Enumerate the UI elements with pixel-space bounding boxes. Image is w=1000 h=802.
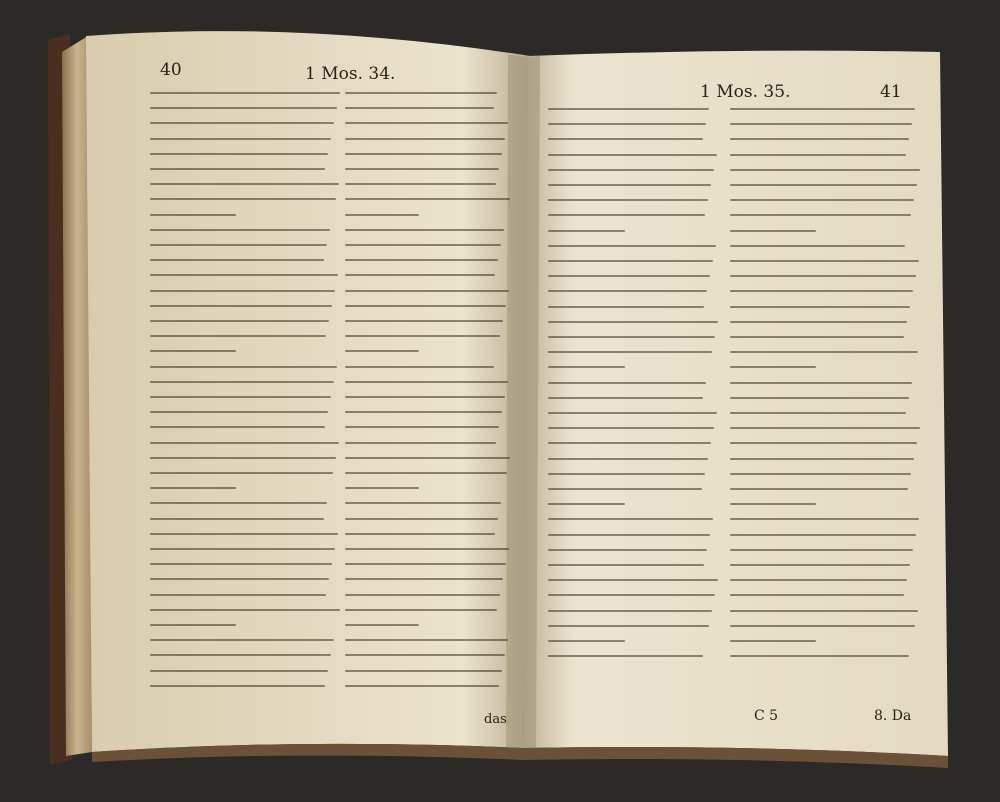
text-line — [730, 610, 918, 612]
text-line — [345, 563, 506, 565]
text-line — [548, 336, 715, 338]
text-line — [730, 260, 919, 262]
text-line — [730, 625, 915, 627]
text-line — [150, 229, 330, 231]
text-line — [548, 427, 714, 429]
text-line — [730, 336, 904, 338]
text-line — [548, 655, 703, 657]
left-running-head: 1 Mos. 34. — [305, 64, 396, 84]
text-line — [150, 168, 325, 170]
text-line — [150, 183, 339, 185]
text-line — [548, 169, 714, 171]
text-line — [345, 533, 495, 535]
text-line — [345, 624, 419, 626]
text-line — [345, 305, 506, 307]
text-line — [345, 670, 502, 672]
text-line — [345, 107, 494, 109]
text-line — [150, 290, 335, 292]
text-line — [150, 563, 332, 565]
text-line — [730, 488, 908, 490]
text-line — [150, 609, 340, 611]
text-line — [730, 549, 913, 551]
text-line — [345, 487, 419, 489]
text-line — [548, 275, 710, 277]
text-line — [150, 624, 236, 626]
text-line — [345, 381, 508, 383]
text-line — [730, 199, 914, 201]
text-line — [150, 518, 324, 520]
text-line — [730, 321, 907, 323]
text-line — [150, 153, 328, 155]
text-line — [150, 639, 334, 641]
text-line — [150, 548, 335, 550]
text-line — [548, 473, 705, 475]
text-line — [730, 564, 910, 566]
text-line — [345, 320, 503, 322]
text-line — [548, 154, 717, 156]
text-line — [150, 685, 325, 687]
text-line — [345, 244, 501, 246]
left-catchword: das — [484, 712, 507, 727]
text-line — [150, 244, 327, 246]
text-line — [730, 123, 912, 125]
text-line — [345, 411, 502, 413]
text-line — [150, 411, 328, 413]
text-line — [150, 533, 338, 535]
text-line — [548, 199, 708, 201]
text-line — [730, 230, 816, 232]
text-line — [548, 108, 709, 110]
text-line — [345, 518, 498, 520]
text-line — [730, 412, 906, 414]
text-line — [345, 335, 500, 337]
text-line — [345, 92, 497, 94]
right-page-number: 41 — [880, 82, 902, 102]
text-line — [548, 351, 712, 353]
text-line — [345, 548, 509, 550]
text-line — [150, 305, 332, 307]
text-line — [150, 259, 324, 261]
text-line — [150, 92, 340, 94]
text-line — [150, 366, 337, 368]
text-line — [548, 610, 712, 612]
text-line — [730, 655, 909, 657]
text-line — [548, 123, 706, 125]
right-catchword: 8. Da — [874, 708, 912, 724]
text-line — [730, 458, 914, 460]
text-line — [730, 154, 906, 156]
text-line — [548, 321, 718, 323]
text-line — [548, 579, 718, 581]
text-line — [345, 168, 499, 170]
text-line — [730, 245, 905, 247]
text-line — [345, 639, 508, 641]
text-line — [150, 670, 328, 672]
text-line — [345, 366, 494, 368]
text-line — [730, 427, 920, 429]
text-line — [730, 640, 816, 642]
text-line — [345, 396, 505, 398]
text-line — [548, 488, 702, 490]
text-line — [345, 442, 496, 444]
text-line — [345, 259, 498, 261]
text-line — [548, 382, 706, 384]
right-signature: C 5 — [754, 708, 779, 724]
text-line — [345, 457, 510, 459]
text-line — [548, 625, 709, 627]
right-running-head: 1 Mos. 35. — [700, 82, 791, 102]
text-line — [345, 183, 496, 185]
text-line — [548, 534, 710, 536]
text-line — [548, 306, 704, 308]
text-line — [345, 609, 497, 611]
right-page — [522, 51, 948, 756]
text-line — [730, 108, 915, 110]
text-line — [548, 564, 704, 566]
text-line — [548, 245, 716, 247]
text-line — [730, 397, 909, 399]
text-line — [150, 214, 236, 216]
text-line — [345, 290, 509, 292]
text-line — [730, 351, 918, 353]
text-line — [345, 472, 507, 474]
text-line — [548, 230, 625, 232]
text-line — [150, 381, 334, 383]
gutter-shadow — [506, 54, 540, 749]
text-line — [345, 594, 500, 596]
text-line — [150, 457, 336, 459]
left-page-number: 40 — [160, 60, 182, 80]
text-line — [345, 685, 499, 687]
text-line — [548, 184, 711, 186]
text-line — [150, 138, 331, 140]
text-line — [150, 335, 326, 337]
text-line — [730, 169, 920, 171]
text-line — [150, 442, 339, 444]
text-line — [548, 412, 717, 414]
text-line — [548, 260, 713, 262]
text-line — [730, 382, 912, 384]
text-line — [548, 397, 703, 399]
text-line — [730, 534, 916, 536]
text-line — [345, 138, 505, 140]
text-line — [730, 503, 816, 505]
text-line — [150, 396, 331, 398]
text-line — [345, 153, 502, 155]
text-line — [150, 472, 333, 474]
text-line — [730, 184, 917, 186]
text-line — [730, 306, 910, 308]
text-line — [150, 107, 337, 109]
text-line — [150, 320, 329, 322]
text-line — [345, 214, 419, 216]
text-line — [730, 473, 911, 475]
text-line — [150, 594, 326, 596]
text-line — [548, 640, 625, 642]
text-line — [150, 487, 236, 489]
text-line — [548, 549, 707, 551]
text-line — [345, 229, 504, 231]
text-line — [548, 458, 708, 460]
text-line — [730, 275, 916, 277]
text-line — [548, 503, 625, 505]
text-line — [730, 579, 907, 581]
